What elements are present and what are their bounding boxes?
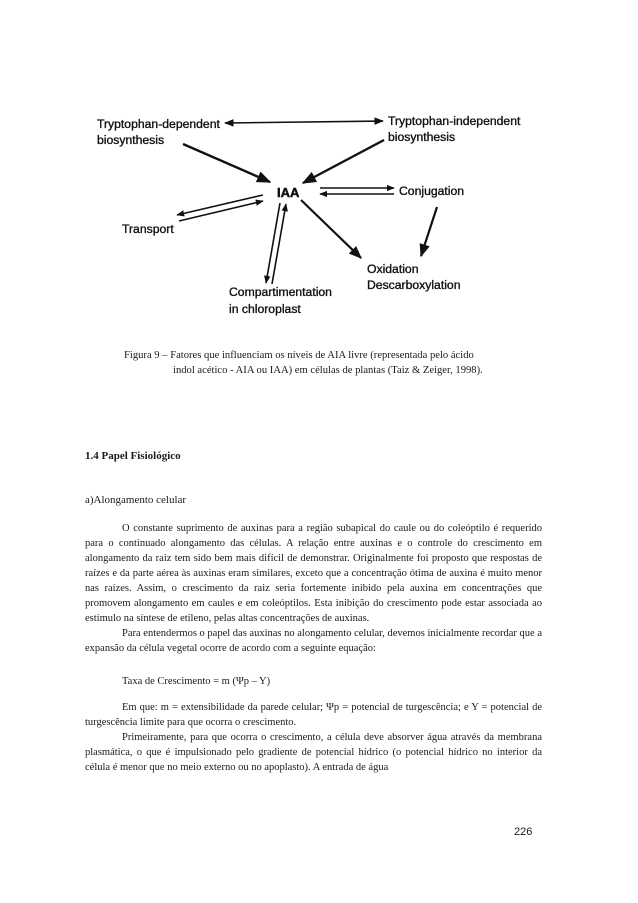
figure-caption <box>124 348 544 378</box>
label-transport: Transport <box>122 222 174 236</box>
label-compartimentation: Compartimentation in chloroplast <box>229 285 332 316</box>
section-heading: 1.4 Papel Fisiológico <box>85 450 181 462</box>
paragraph-1: O constante suprimento de auxinas para a região subapical do caule ou do coleóptilo é requerido para o continuado alongamento das células. A relação entre auxinas e o controle do crescimento em alongamento da raiz tem sido bem mais difícil de demonstrar. Originalmente foi proposto que respostas de raízes e da parte aérea às auxinas eram similares, exceto que a concentração ótima de auxina é muito menor nas raízes. Assim, o crescimento da raiz seria fortemente inibido pela auxina em concentrações que promovem alongamento em caules e em coleóptilos. Esta inibição do crescimento pode estar associada ao estímulo na síntese de etileno, pelas altas concentrações de auxinas. <box>85 523 542 624</box>
arrow-iaa-to-oxidation <box>301 200 361 258</box>
arrow-compartimentation-to-iaa <box>272 204 286 284</box>
paragraph-3: Em que: m = extensibilidade da parede celular; Ψp = potencial de turgescência; e Y = potencial de turgescência limite para que ocorra o crescimento. <box>85 702 542 728</box>
label-oxidation-descarboxylation: Oxidation Descarboxylation <box>367 262 461 292</box>
paragraph-2: Para entendermos o papel das auxinas no alongamento celular, devemos inicialmente recordar que a expansão da célula vegetal ocorre de acordo com a seguinte equação: <box>85 628 542 654</box>
arrow-conjugation-to-oxidation <box>421 207 437 256</box>
label-tryptophan-independent: Tryptophan-independent biosynthesis <box>388 114 521 144</box>
page-number: 226 <box>514 826 533 838</box>
arrow-biosynthesis-link <box>225 121 383 123</box>
figure-caption-line1: Figura 9 – Fatores que influenciam os níveis de AIA livre (representada pelo ácido <box>124 350 474 361</box>
label-conjugation: Conjugation <box>399 184 465 198</box>
label-iaa: IAA <box>277 185 300 200</box>
arrow-iaa-to-compartimentation <box>266 203 280 283</box>
subheading: a)Alongamento celular <box>85 494 187 506</box>
paragraph-4: Primeiramente, para que ocorra o crescimento, a célula deve absorver água através da membrana plasmática, o que é impulsionado pelo gradiente de potencial hídrico (o potencial hídrico no interior da célula é menor que no meio externo ou no apoplasto). A entrada de água <box>85 732 542 773</box>
label-tryptophan-dependent: Tryptophan-dependent biosynthesis <box>97 117 220 147</box>
figure-caption-line2: indol acético - AIA ou IAA) em células de plantas (Taiz & Zeiger, 1998). <box>173 365 483 376</box>
growth-equation: Taxa de Crescimento = m (Ψp – Y) <box>122 676 271 687</box>
arrow-dependent-to-iaa <box>183 144 270 182</box>
iaa-factors-diagram <box>0 0 638 330</box>
arrow-independent-to-iaa <box>303 140 384 183</box>
